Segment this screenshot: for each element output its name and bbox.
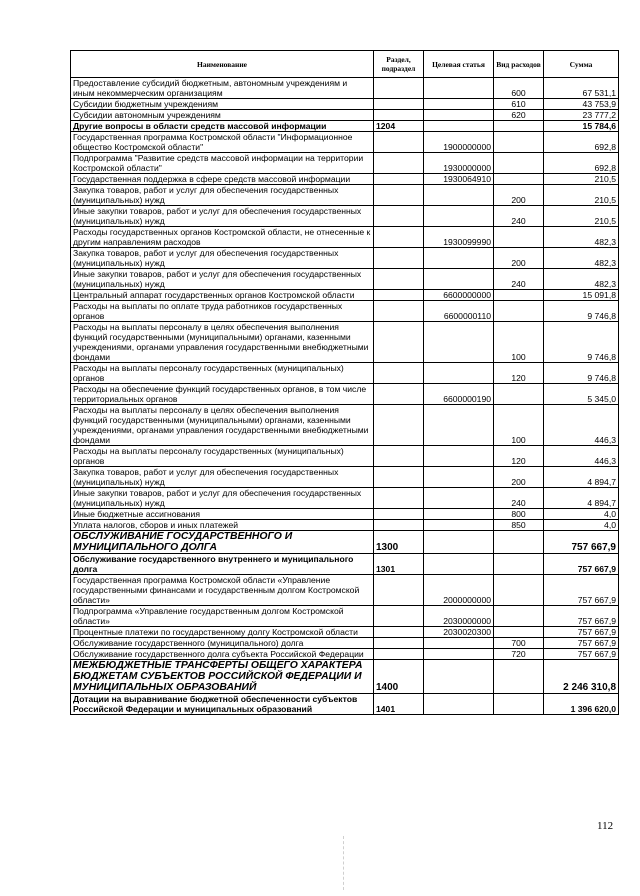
cell-section	[374, 290, 424, 301]
cell-target: 1930099990	[424, 227, 494, 248]
table-row	[71, 206, 619, 227]
cell-type: 240	[494, 206, 544, 227]
cell-name: Иные бюджетные ассигнования	[71, 509, 374, 520]
cell-amount: 2 246 310,8	[544, 660, 619, 694]
cell-name: Иные закупки товаров, работ и услуг для обеспечения государственных (муниципальных) нужд	[71, 488, 374, 509]
cell-target	[424, 322, 494, 363]
cell-type	[494, 554, 544, 575]
cell-type: 120	[494, 446, 544, 467]
table-row	[71, 174, 619, 185]
table-row	[71, 290, 619, 301]
cell-amount: 9 746,8	[544, 301, 619, 322]
table-row	[71, 405, 619, 446]
cell-target	[424, 110, 494, 121]
cell-type	[494, 174, 544, 185]
cell-type: 200	[494, 248, 544, 269]
table-header-row	[71, 51, 619, 78]
cell-amount: 4,0	[544, 509, 619, 520]
cell-type: 200	[494, 467, 544, 488]
cell-section	[374, 227, 424, 248]
cell-amount: 23 777,2	[544, 110, 619, 121]
cell-section	[374, 575, 424, 606]
cell-target: 2030000000	[424, 606, 494, 627]
cell-type: 600	[494, 78, 544, 99]
table-row	[71, 627, 619, 638]
cell-section	[374, 627, 424, 638]
cell-section	[374, 132, 424, 153]
cell-type: 120	[494, 363, 544, 384]
cell-target	[424, 488, 494, 509]
cell-amount: 692,8	[544, 153, 619, 174]
cell-name: Расходы на выплаты персоналу государственных (муниципальных) органов	[71, 363, 374, 384]
table-row	[71, 78, 619, 99]
cell-target: 2000000000	[424, 575, 494, 606]
cell-amount: 757 667,9	[544, 606, 619, 627]
cell-target	[424, 520, 494, 531]
table-row	[71, 446, 619, 467]
cell-target: 6600000110	[424, 301, 494, 322]
cell-section	[374, 384, 424, 405]
cell-name: Подпрограмма "Развитие средств массовой информации на территории Костромской области"	[71, 153, 374, 174]
header-target: Целевая статья	[424, 51, 494, 78]
cell-section	[374, 301, 424, 322]
cell-name: Обслуживание государственного внутреннего и муниципального долга	[71, 554, 374, 575]
cell-target	[424, 206, 494, 227]
table-row	[71, 301, 619, 322]
cell-type	[494, 290, 544, 301]
cell-target	[424, 269, 494, 290]
cell-amount: 757 667,9	[544, 638, 619, 649]
header-amount: Сумма	[544, 51, 619, 78]
cell-type	[494, 660, 544, 694]
cell-section	[374, 78, 424, 99]
cell-name: ОБСЛУЖИВАНИЕ ГОСУДАРСТВЕННОГО И МУНИЦИПАЛЬНОГО ДОЛГА	[71, 531, 374, 554]
cell-name: Обслуживание государственного долга субъекта Российской Федерации	[71, 649, 374, 660]
cell-name: Иные закупки товаров, работ и услуг для обеспечения государственных (муниципальных) нужд	[71, 206, 374, 227]
cell-target	[424, 78, 494, 99]
cell-section	[374, 606, 424, 627]
cell-name: Государственная поддержка в сфере средств массовой информации	[71, 174, 374, 185]
cell-section: 1401	[374, 694, 424, 715]
table-body	[71, 78, 619, 715]
cell-target	[424, 99, 494, 110]
table-row	[71, 110, 619, 121]
cell-name: МЕЖБЮДЖЕТНЫЕ ТРАНСФЕРТЫ ОБЩЕГО ХАРАКТЕРА БЮДЖЕТАМ СУБЪЕКТОВ РОССИЙСКОЙ ФЕДЕРАЦИИ И МУНИЦИПАЛЬНЫХ ОБРАЗОВАНИЙ	[71, 660, 374, 694]
cell-amount: 446,3	[544, 446, 619, 467]
cell-target: 1930064910	[424, 174, 494, 185]
cell-name: Расходы государственных органов Костромской области, не отнесенные к другим направлениям расходов	[71, 227, 374, 248]
cell-target	[424, 467, 494, 488]
cell-name: Расходы на выплаты по оплате труда работников государственных органов	[71, 301, 374, 322]
cell-target: 6600000000	[424, 290, 494, 301]
cell-type: 700	[494, 638, 544, 649]
fold-line	[343, 836, 344, 890]
cell-name: Уплата налогов, сборов и иных платежей	[71, 520, 374, 531]
cell-type	[494, 531, 544, 554]
cell-target	[424, 446, 494, 467]
cell-target	[424, 531, 494, 554]
table-row	[71, 509, 619, 520]
cell-name: Центральный аппарат государственных органов Костромской области	[71, 290, 374, 301]
cell-type: 240	[494, 269, 544, 290]
table-row	[71, 554, 619, 575]
cell-section	[374, 446, 424, 467]
cell-name: Предоставление субсидий бюджетным, автономным учреждениям и иным некоммерческим организациям	[71, 78, 374, 99]
cell-target: 1900000000	[424, 132, 494, 153]
cell-name: Иные закупки товаров, работ и услуг для обеспечения государственных (муниципальных) нужд	[71, 269, 374, 290]
cell-section	[374, 248, 424, 269]
table-row	[71, 269, 619, 290]
cell-name: Государственная программа Костромской области «Управление государственными финансами и государственным долгом Костромской области»	[71, 575, 374, 606]
cell-section	[374, 520, 424, 531]
cell-amount: 1 396 620,0	[544, 694, 619, 715]
cell-type: 720	[494, 649, 544, 660]
cell-target: 2030020300	[424, 627, 494, 638]
cell-amount: 757 667,9	[544, 575, 619, 606]
header-type: Вид расходов	[494, 51, 544, 78]
cell-type	[494, 121, 544, 132]
cell-amount: 482,3	[544, 227, 619, 248]
cell-type: 100	[494, 405, 544, 446]
cell-type: 200	[494, 185, 544, 206]
cell-type	[494, 606, 544, 627]
cell-amount: 4,0	[544, 520, 619, 531]
budget-table	[70, 50, 619, 715]
cell-name: Подпрограмма «Управление государственным долгом Костромской области»	[71, 606, 374, 627]
cell-amount: 4 894,7	[544, 467, 619, 488]
cell-name: Субсидии бюджетным учреждениям	[71, 99, 374, 110]
header-name: Наименование	[71, 51, 374, 78]
cell-name: Государственная программа Костромской области "Информационное общество Костромской области"	[71, 132, 374, 153]
cell-type	[494, 301, 544, 322]
table-row	[71, 575, 619, 606]
cell-target	[424, 121, 494, 132]
cell-name: Процентные платежи по государственному долгу Костромской области	[71, 627, 374, 638]
cell-name: Обслуживание государственного (муниципального) долга	[71, 638, 374, 649]
table-row	[71, 384, 619, 405]
table-row	[71, 660, 619, 694]
table-row	[71, 99, 619, 110]
cell-target: 6600000190	[424, 384, 494, 405]
cell-section	[374, 206, 424, 227]
cell-type: 800	[494, 509, 544, 520]
header-section: Раздел, подраздел	[374, 51, 424, 78]
table-row	[71, 694, 619, 715]
cell-amount: 67 531,1	[544, 78, 619, 99]
cell-name: Другие вопросы в области средств массовой информации	[71, 121, 374, 132]
table-row	[71, 488, 619, 509]
table-row	[71, 520, 619, 531]
cell-name: Расходы на выплаты персоналу в целях обеспечения выполнения функций государственными (муниципальными) органами, казенными учреждениями, органами управления государственными внебюджетными фондами	[71, 405, 374, 446]
cell-section	[374, 153, 424, 174]
cell-section	[374, 99, 424, 110]
cell-type: 620	[494, 110, 544, 121]
cell-target	[424, 363, 494, 384]
cell-target	[424, 660, 494, 694]
page-number: 112	[597, 820, 614, 832]
cell-name: Расходы на выплаты персоналу в целях обеспечения выполнения функций государственными (муниципальными) органами, казенными учреждениями, органами управления государственными внебюджетными фондами	[71, 322, 374, 363]
cell-amount: 210,5	[544, 174, 619, 185]
table-row	[71, 649, 619, 660]
cell-amount: 210,5	[544, 185, 619, 206]
cell-amount: 4 894,7	[544, 488, 619, 509]
cell-type	[494, 627, 544, 638]
cell-amount: 15 784,6	[544, 121, 619, 132]
table-row	[71, 132, 619, 153]
table-row	[71, 227, 619, 248]
cell-type	[494, 132, 544, 153]
table-row	[71, 185, 619, 206]
cell-section: 1300	[374, 531, 424, 554]
cell-amount: 482,3	[544, 248, 619, 269]
cell-section	[374, 405, 424, 446]
cell-amount: 757 667,9	[544, 627, 619, 638]
table-row	[71, 153, 619, 174]
cell-target	[424, 694, 494, 715]
cell-target	[424, 405, 494, 446]
cell-type: 100	[494, 322, 544, 363]
cell-amount: 9 746,8	[544, 322, 619, 363]
table-row	[71, 121, 619, 132]
cell-target	[424, 638, 494, 649]
cell-amount: 692,8	[544, 132, 619, 153]
cell-type: 240	[494, 488, 544, 509]
cell-section	[374, 467, 424, 488]
cell-section	[374, 110, 424, 121]
cell-section	[374, 638, 424, 649]
cell-section	[374, 269, 424, 290]
cell-amount: 210,5	[544, 206, 619, 227]
cell-section: 1301	[374, 554, 424, 575]
cell-name: Закупка товаров, работ и услуг для обеспечения государственных (муниципальных) нужд	[71, 185, 374, 206]
cell-type	[494, 384, 544, 405]
table-row	[71, 322, 619, 363]
cell-section	[374, 363, 424, 384]
cell-amount: 5 345,0	[544, 384, 619, 405]
cell-name: Расходы на выплаты персоналу государственных (муниципальных) органов	[71, 446, 374, 467]
cell-name: Расходы на обеспечение функций государственных органов, в том числе территориальных органов	[71, 384, 374, 405]
cell-type	[494, 694, 544, 715]
cell-type	[494, 227, 544, 248]
cell-type	[494, 575, 544, 606]
cell-amount: 482,3	[544, 269, 619, 290]
cell-section	[374, 185, 424, 206]
cell-section: 1400	[374, 660, 424, 694]
cell-amount: 9 746,8	[544, 363, 619, 384]
cell-section	[374, 488, 424, 509]
cell-section	[374, 322, 424, 363]
cell-section: 1204	[374, 121, 424, 132]
cell-name: Субсидии автономным учреждениям	[71, 110, 374, 121]
cell-amount: 15 091,8	[544, 290, 619, 301]
table-row	[71, 363, 619, 384]
cell-amount: 757 667,9	[544, 554, 619, 575]
cell-amount: 43 753,9	[544, 99, 619, 110]
cell-target	[424, 509, 494, 520]
table-row	[71, 531, 619, 554]
table-row	[71, 606, 619, 627]
table-row	[71, 248, 619, 269]
cell-section	[374, 174, 424, 185]
cell-section	[374, 509, 424, 520]
cell-target	[424, 185, 494, 206]
table-row	[71, 467, 619, 488]
cell-type: 610	[494, 99, 544, 110]
cell-name: Дотации на выравнивание бюджетной обеспеченности субъектов Российской Федерации и муниципальных образований	[71, 694, 374, 715]
table-row	[71, 638, 619, 649]
cell-amount: 757 667,9	[544, 531, 619, 554]
cell-target	[424, 248, 494, 269]
cell-name: Закупка товаров, работ и услуг для обеспечения государственных (муниципальных) нужд	[71, 467, 374, 488]
cell-section	[374, 649, 424, 660]
cell-type	[494, 153, 544, 174]
cell-target	[424, 554, 494, 575]
cell-amount: 757 667,9	[544, 649, 619, 660]
cell-amount: 446,3	[544, 405, 619, 446]
cell-target: 1930000000	[424, 153, 494, 174]
cell-target	[424, 649, 494, 660]
cell-type: 850	[494, 520, 544, 531]
cell-name: Закупка товаров, работ и услуг для обеспечения государственных (муниципальных) нужд	[71, 248, 374, 269]
